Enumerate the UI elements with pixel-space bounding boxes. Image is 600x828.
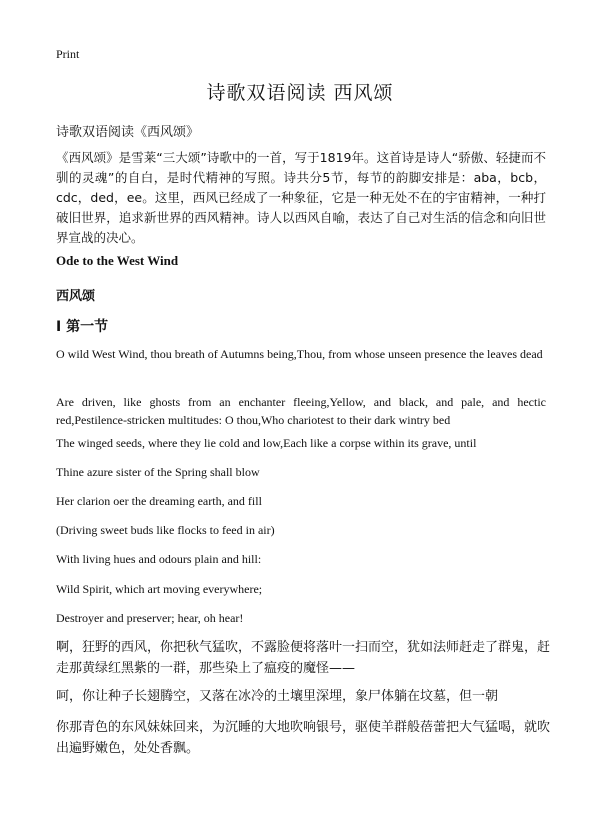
section-heading: I 第一节 (56, 319, 109, 335)
poem-line-zh: 啊，狂野的西风，你把秋气猛吹，不露脸便将落叶一扫而空，犹如法师赶走了群鬼，赶走那黄绿红黑紫的一群，那些染上了瘟疫的魔怪—— (56, 640, 551, 676)
intro-paragraph: 《西风颂》是雪莱“三大颂”诗歌中的一首，写于1819年。这首诗是诗人“骄傲、轻捷而不驯的灵魂”的自白，是时代精神的写照。诗共分5节，每节的韵脚安排是：aba，bcb，cdc，ded，ee。这里，西风已经成了一种象征，它是一种无处不在的宇宙精神，一种打破旧世界，追求新世界的西风精神。诗人以西风自喻，表达了自己对生活的信念和向旧世界宣战的决心。 (56, 150, 546, 245)
poem-line-en: Her clarion oer the dreaming earth, and fill (56, 494, 262, 508)
poem-title-en: Ode to the West Wind (56, 253, 179, 268)
poem-line-en: O wild West Wind, thou breath of Autumns being,Thou, from whose unseen presence the leaves dead (56, 347, 543, 361)
poem-line-en: (Driving sweet buds like flocks to feed in air) (56, 523, 275, 537)
poem-line-en: Thine azure sister of the Spring shall blow (56, 465, 260, 479)
poem-line-en: With living hues and odours plain and hill: (56, 552, 262, 566)
poem-line-en: The winged seeds, where they lie cold and low,Each like a corpse within its grave, until (56, 436, 477, 450)
poem-line-en: Destroyer and preserver; hear, oh hear! (56, 611, 244, 625)
article-subtitle: 诗歌双语阅读《西风颂》 (56, 125, 200, 140)
poem-line-en: Are driven, like ghosts from an enchanter fleeing,Yellow, and black, and pale, and hectic red,Pestilence-stricken multitudes: O thou,Who chariotest to their dark wintry bed (56, 395, 546, 427)
poem-line-en: Wild Spirit, which art moving everywhere; (56, 582, 263, 596)
page-title: 诗歌双语阅读 西风颂 (206, 82, 394, 104)
poem-line-zh: 呵，你让种子长翅腾空，又落在冰冷的土壤里深埋，象尸体躺在坟墓，但一朝 (56, 689, 499, 704)
print-label: Print (56, 47, 80, 61)
poem-line-zh: 你那青色的东风妹妹回来，为沉睡的大地吹响银号，驱使羊群般蓓蕾把大气猛喝，就吹出遍野嫩色，处处香飘。 (56, 720, 551, 756)
poem-title-zh: 西风颂 (56, 289, 96, 304)
